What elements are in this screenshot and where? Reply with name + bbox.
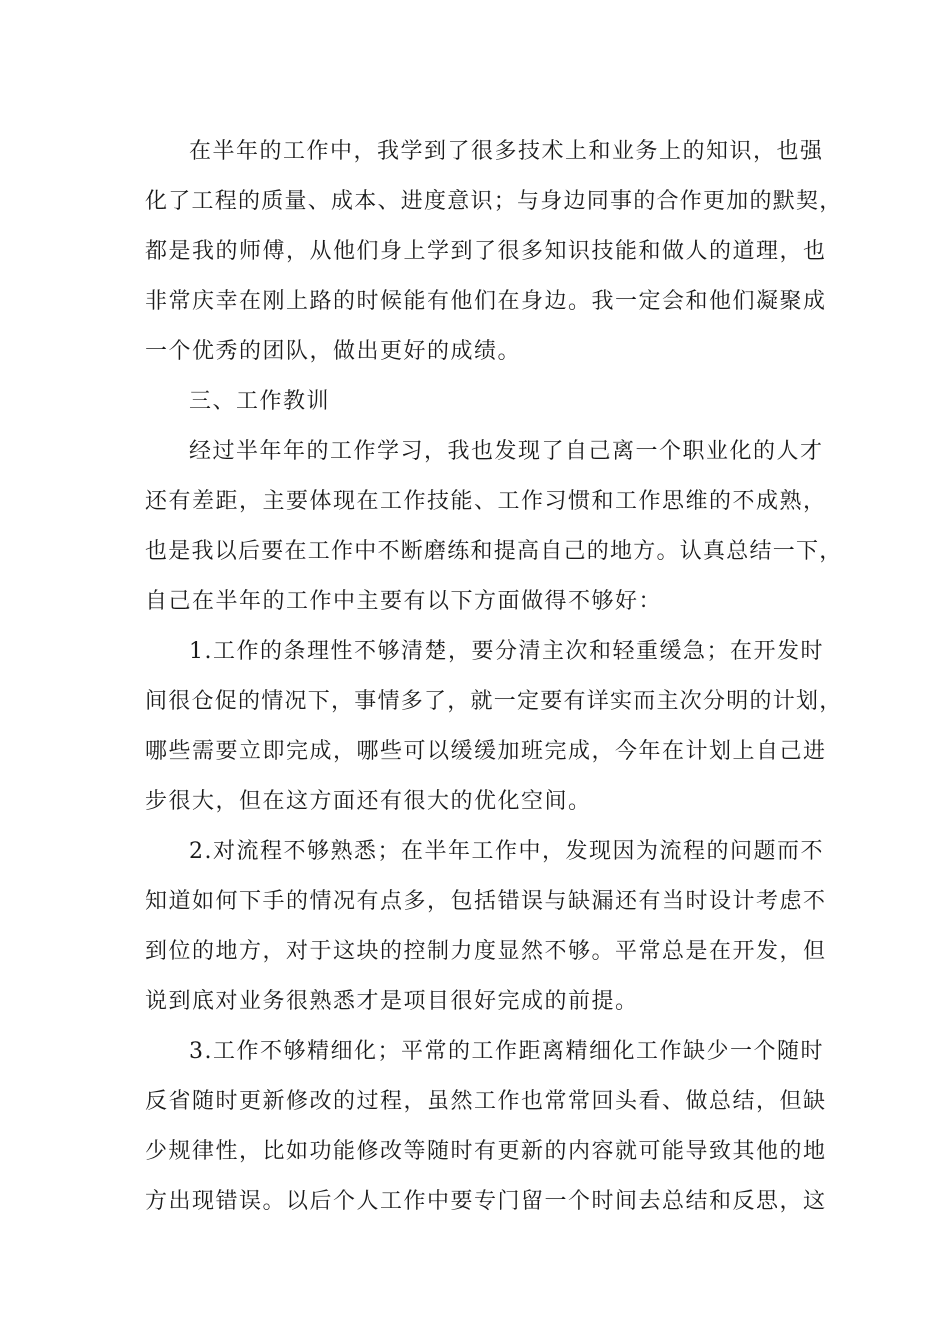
text-line: 还有差距，主要体现在工作技能、工作习惯和工作思维的不成熟， <box>145 489 827 514</box>
text-line: 知道如何下手的情况有点多，包括错误与缺漏还有当时设计考虑不 <box>145 889 827 914</box>
text-line: 反省随时更新修改的过程，虽然工作也常常回头看、做总结，但缺 <box>145 1089 827 1114</box>
text-line: 非常庆幸在刚上路的时候能有他们在身边。我一定会和他们凝聚成 <box>145 289 827 314</box>
text-line: 化了工程的质量、成本、进度意识；与身边同事的合作更加的默契， <box>145 189 843 214</box>
text-line: 少规律性，比如功能修改等随时有更新的内容就可能导致其他的地 <box>145 1139 827 1164</box>
text-line: 经过半年年的工作学习，我也发现了自己离一个职业化的人才 <box>189 439 824 464</box>
text-line: 自己在半年的工作中主要有以下方面做得不够好： <box>145 589 663 614</box>
text-line: 2.对流程不够熟悉；在半年工作中，发现因为流程的问题而不 <box>189 839 824 864</box>
text-line: 三、工作教训 <box>189 389 331 414</box>
text-line: 哪些需要立即完成，哪些可以缓缓加班完成，今年在计划上自己进 <box>145 739 827 764</box>
text-line: 也是我以后要在工作中不断磨练和提高自己的地方。认真总结一下， <box>145 539 843 564</box>
text-line: 1.工作的条理性不够清楚，要分清主次和轻重缓急；在开发时 <box>189 639 824 664</box>
text-line: 说到底对业务很熟悉才是项目很好完成的前提。 <box>145 989 639 1014</box>
text-line: 在半年的工作中，我学到了很多技术上和业务上的知识，也强 <box>189 139 824 164</box>
text-line: 一个优秀的团队，做出更好的成绩。 <box>145 339 522 364</box>
text-line: 间很仓促的情况下，事情多了，就一定要有详实而主次分明的计划， <box>145 689 843 714</box>
text-line: 都是我的师傅，从他们身上学到了很多知识技能和做人的道理，也 <box>145 239 827 264</box>
text-line: 方出现错误。以后个人工作中要专门留一个时间去总结和反思，这 <box>145 1189 827 1214</box>
text-line: 到位的地方，对于这块的控制力度显然不够。平常总是在开发，但 <box>145 939 827 964</box>
text-line: 3.工作不够精细化；平常的工作距离精细化工作缺少一个随时 <box>189 1039 824 1064</box>
document-body <box>145 127 845 1227</box>
text-line: 步很大，但在这方面还有很大的优化空间。 <box>145 789 592 814</box>
